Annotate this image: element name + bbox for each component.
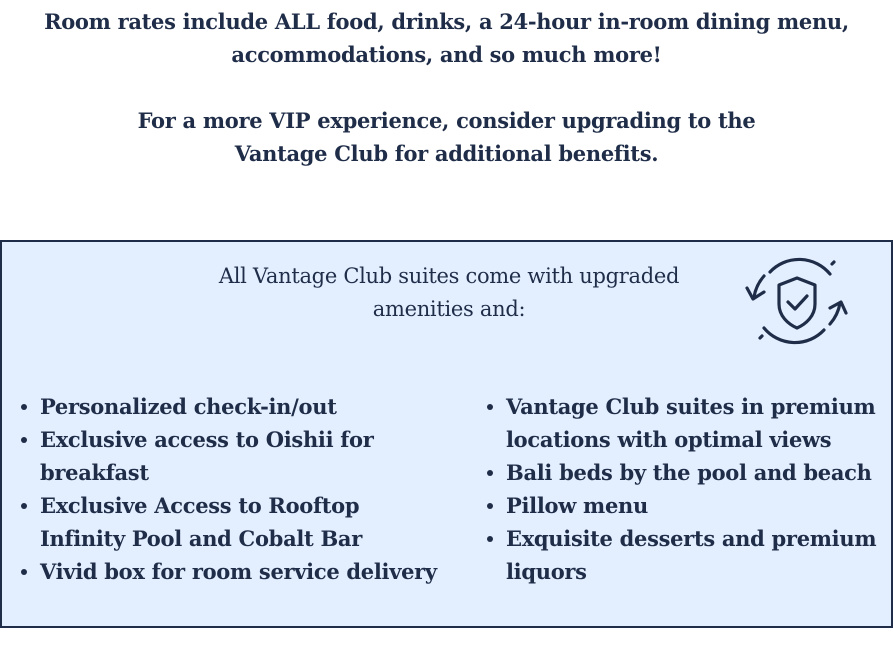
intro-text: [0, 5, 893, 170]
intro-spacer: [0, 71, 893, 104]
list-item: Exclusive Access to Rooftop Infinity Pool and Cobalt Bar: [18, 489, 448, 555]
intro-line-2: accommodations, and so much more!: [231, 42, 662, 67]
list-item: Vivid box for room service delivery: [18, 555, 448, 588]
list-item: Exclusive access to Oishii for breakfast: [18, 423, 448, 489]
list-item: Vantage Club suites in premium locations with optimal views: [484, 390, 889, 456]
intro-line-1: Room rates include ALL food, drinks, a 24-hour in-room dining menu,: [44, 9, 849, 34]
vantage-club-card: [0, 240, 893, 628]
intro-line-4: Vantage Club for additional benefits.: [234, 141, 659, 166]
amenities-list-left: [18, 390, 448, 588]
list-item: Pillow menu: [484, 489, 889, 522]
card-title-line-2: amenities and:: [372, 297, 526, 321]
shield-check-refresh-icon: [742, 250, 852, 350]
intro-line-3: For a more VIP experience, consider upgrading to the: [137, 108, 756, 133]
list-item: Personalized check-in/out: [18, 390, 448, 423]
card-title-line-1: All Vantage Club suites come with upgraded: [218, 264, 680, 288]
amenities-list-right: [484, 390, 889, 588]
card-title: [184, 260, 714, 326]
list-item: Bali beds by the pool and beach: [484, 456, 889, 489]
list-item: Exquisite desserts and premium liquors: [484, 522, 889, 588]
